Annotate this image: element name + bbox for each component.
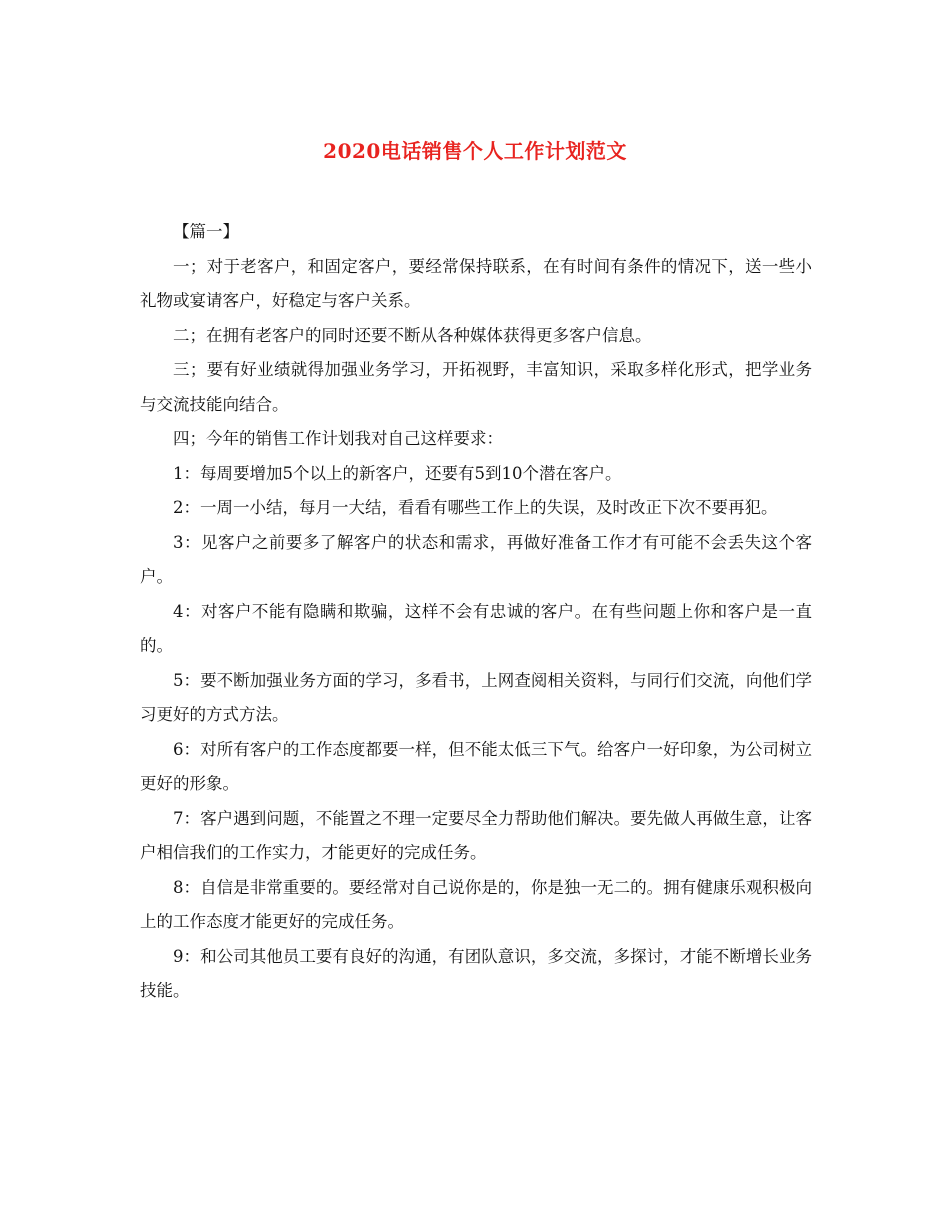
list-item-8: 8：自信是非常重要的。要经常对自己说你是的，你是独一无二的。拥有健康乐观积极向上的工作态度才能更好的完成任务。: [140, 877, 812, 931]
paragraph-1: 一；对于老客户，和固定客户，要经常保持联系，在有时间有条件的情况下，送一些小礼物或宴请客户，好稳定与客户关系。: [140, 256, 812, 310]
list-item-4: 4：对客户不能有隐瞒和欺骗，这样不会有忠诚的客户。在有些问题上你和客户是一直的。: [140, 601, 812, 655]
list-item-7: 7：客户遇到问题，不能置之不理一定要尽全力帮助他们解决。要先做人再做生意，让客户相信我们的工作实力，才能更好的完成任务。: [140, 808, 812, 862]
list-item-6: 6：对所有客户的工作态度都要一样，但不能太低三下气。给客户一好印象，为公司树立更好的形象。: [140, 739, 812, 793]
list-item-5: 5：要不断加强业务方面的学习，多看书，上网查阅相关资料，与同行们交流，向他们学习更好的方式方法。: [140, 670, 812, 724]
list-item-9: 9：和公司其他员工要有良好的沟通，有团队意识，多交流，多探讨，才能不断增长业务技能。: [140, 946, 812, 1000]
list-item-1: 1：每周要增加5个以上的新客户，还要有5到10个潜在客户。: [173, 463, 622, 483]
paragraph-4: 四；今年的销售工作计划我对自己这样要求：: [173, 429, 503, 448]
paragraph-3: 三；要有好业绩就得加强业务学习，开拓视野，丰富知识，采取多样化形式，把学业务与交流技能向结合。: [140, 360, 812, 414]
section-label: 【篇一】: [173, 222, 239, 241]
paragraph-2: 二；在拥有老客户的同时还要不断从各种媒体获得更多客户信息。: [173, 325, 652, 345]
list-item-3: 3：见客户之前要多了解客户的状态和需求，再做好准备工作才有可能不会丢失这个客户。: [140, 532, 812, 586]
document-body: [140, 215, 812, 1009]
document-title: 2020电话销售个人工作计划范文: [323, 139, 627, 163]
list-item-2: 2：一周一小结，每月一大结，看看有哪些工作上的失误，及时改正下次不要再犯。: [173, 498, 778, 517]
